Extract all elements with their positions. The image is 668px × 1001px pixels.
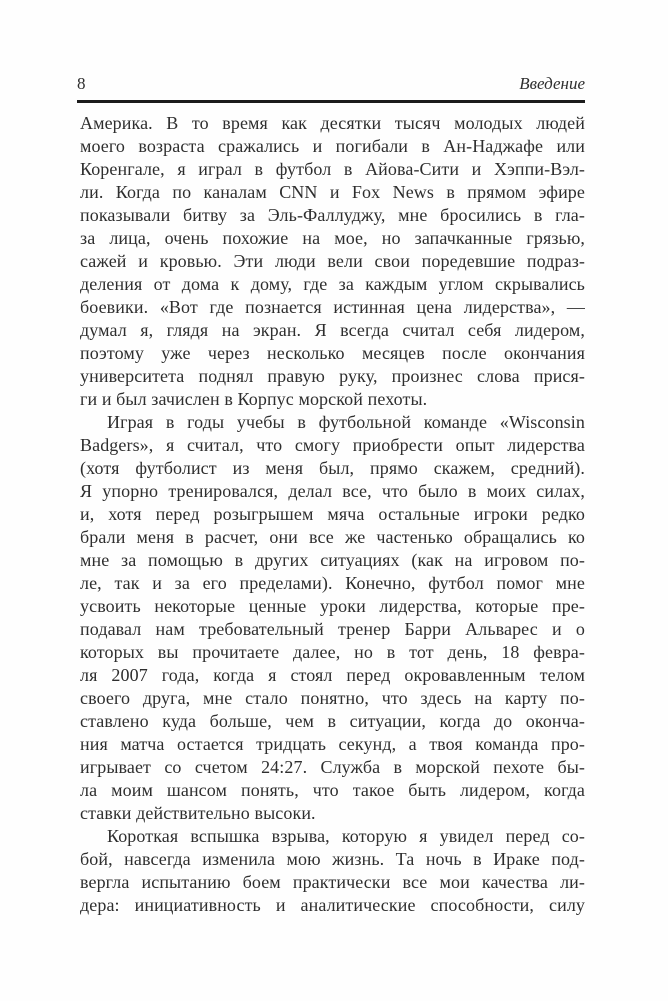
text-line: вергла испытанию боем практически все мои качества ли-	[80, 872, 585, 892]
text-line: поэтому уже через несколько месяцев после окончания	[80, 343, 585, 363]
text-line: показывали битву за Эль-Фаллуджу, мне бросились в гла-	[80, 205, 585, 225]
text-line: Америка. В то время как десятки тысяч молодых людей	[80, 113, 585, 133]
text-line: своего друга, мне стало понятно, что здесь на карту по-	[80, 688, 585, 708]
text-line: деления от дома к дому, где за каждым углом скрывались	[80, 274, 585, 294]
text-line: университета поднял правую руку, произнес слова прися-	[80, 366, 585, 386]
text-line: и, хотя перед розыгрышем мяча остальные игроки редко	[80, 504, 585, 524]
text-line: Badgers», я считал, что смогу приобрести опыт лидерства	[80, 435, 585, 455]
body-text	[80, 112, 585, 917]
text-line: брали меня в расчет, они все же частенько обращались ко	[80, 527, 585, 547]
paragraph	[80, 411, 585, 825]
paragraph	[80, 112, 585, 411]
text-line: сажей и кровью. Эти люди вели свои поредевшие подраз-	[80, 251, 585, 271]
page-header	[77, 0, 585, 103]
text-line: бой, навсегда изменила мою жизнь. Та ночь в Ираке под-	[80, 849, 585, 869]
text-line: ставлено куда больше, чем в ситуации, когда до оконча-	[80, 711, 585, 731]
text-line: Я упорно тренировался, делал все, что было в моих силах,	[80, 481, 585, 501]
text-line: усвоить некоторые ценные уроки лидерства, которые пре-	[80, 596, 585, 616]
text-line: ния матча остается тридцать секунд, а твоя команда про-	[80, 734, 585, 754]
text-line: (хотя футболист из меня был, прямо скажем, средний).	[80, 458, 585, 478]
page-number: 8	[77, 74, 86, 93]
text-line: моего возраста сражались и погибали в Ан-Наджафе или	[80, 136, 585, 156]
text-line: которых вы прочитаете далее, но в тот день, 18 февра-	[80, 642, 585, 662]
text-line: Короткая вспышка взрыва, которую я увидел перед со-	[107, 826, 585, 846]
text-line: Играя в годы учебы в футбольной команде «Wisconsin	[107, 412, 585, 432]
text-line: боевики. «Вот где познается истинная цена лидерства», —	[80, 297, 585, 317]
text-line: ги и был зачислен в Корпус морской пехоты.	[80, 389, 428, 409]
text-line: думал я, глядя на экран. Я всегда считал себя лидером,	[80, 320, 585, 340]
text-line: Коренгале, я играл в футбол в Айова-Сити и Хэппи-Вэл-	[80, 159, 585, 179]
text-line: дера: инициативность и аналитические способности, силу	[80, 895, 585, 915]
text-line: за лица, очень похожие на мое, но запачканные грязью,	[80, 228, 585, 248]
text-line: ставки действительно высоки.	[80, 803, 316, 823]
paragraph	[80, 825, 585, 917]
text-line: подавал нам требовательный тренер Барри Альварес и о	[80, 619, 585, 639]
text-line: мне за помощью в других ситуациях (как на игровом по-	[80, 550, 585, 570]
text-line: ля 2007 года, когда я стоял перед окровавленным телом	[80, 665, 585, 685]
text-line: игрывает со счетом 24:27. Служба в морской пехоте бы-	[80, 757, 585, 777]
running-head: Введение	[519, 74, 585, 93]
text-line: ле, так и за его пределами). Конечно, футбол помог мне	[80, 573, 585, 593]
text-line: ла моим шансом понять, что такое быть лидером, когда	[80, 780, 585, 800]
text-line: ли. Когда по каналам CNN и Fox News в прямом эфире	[80, 182, 585, 202]
